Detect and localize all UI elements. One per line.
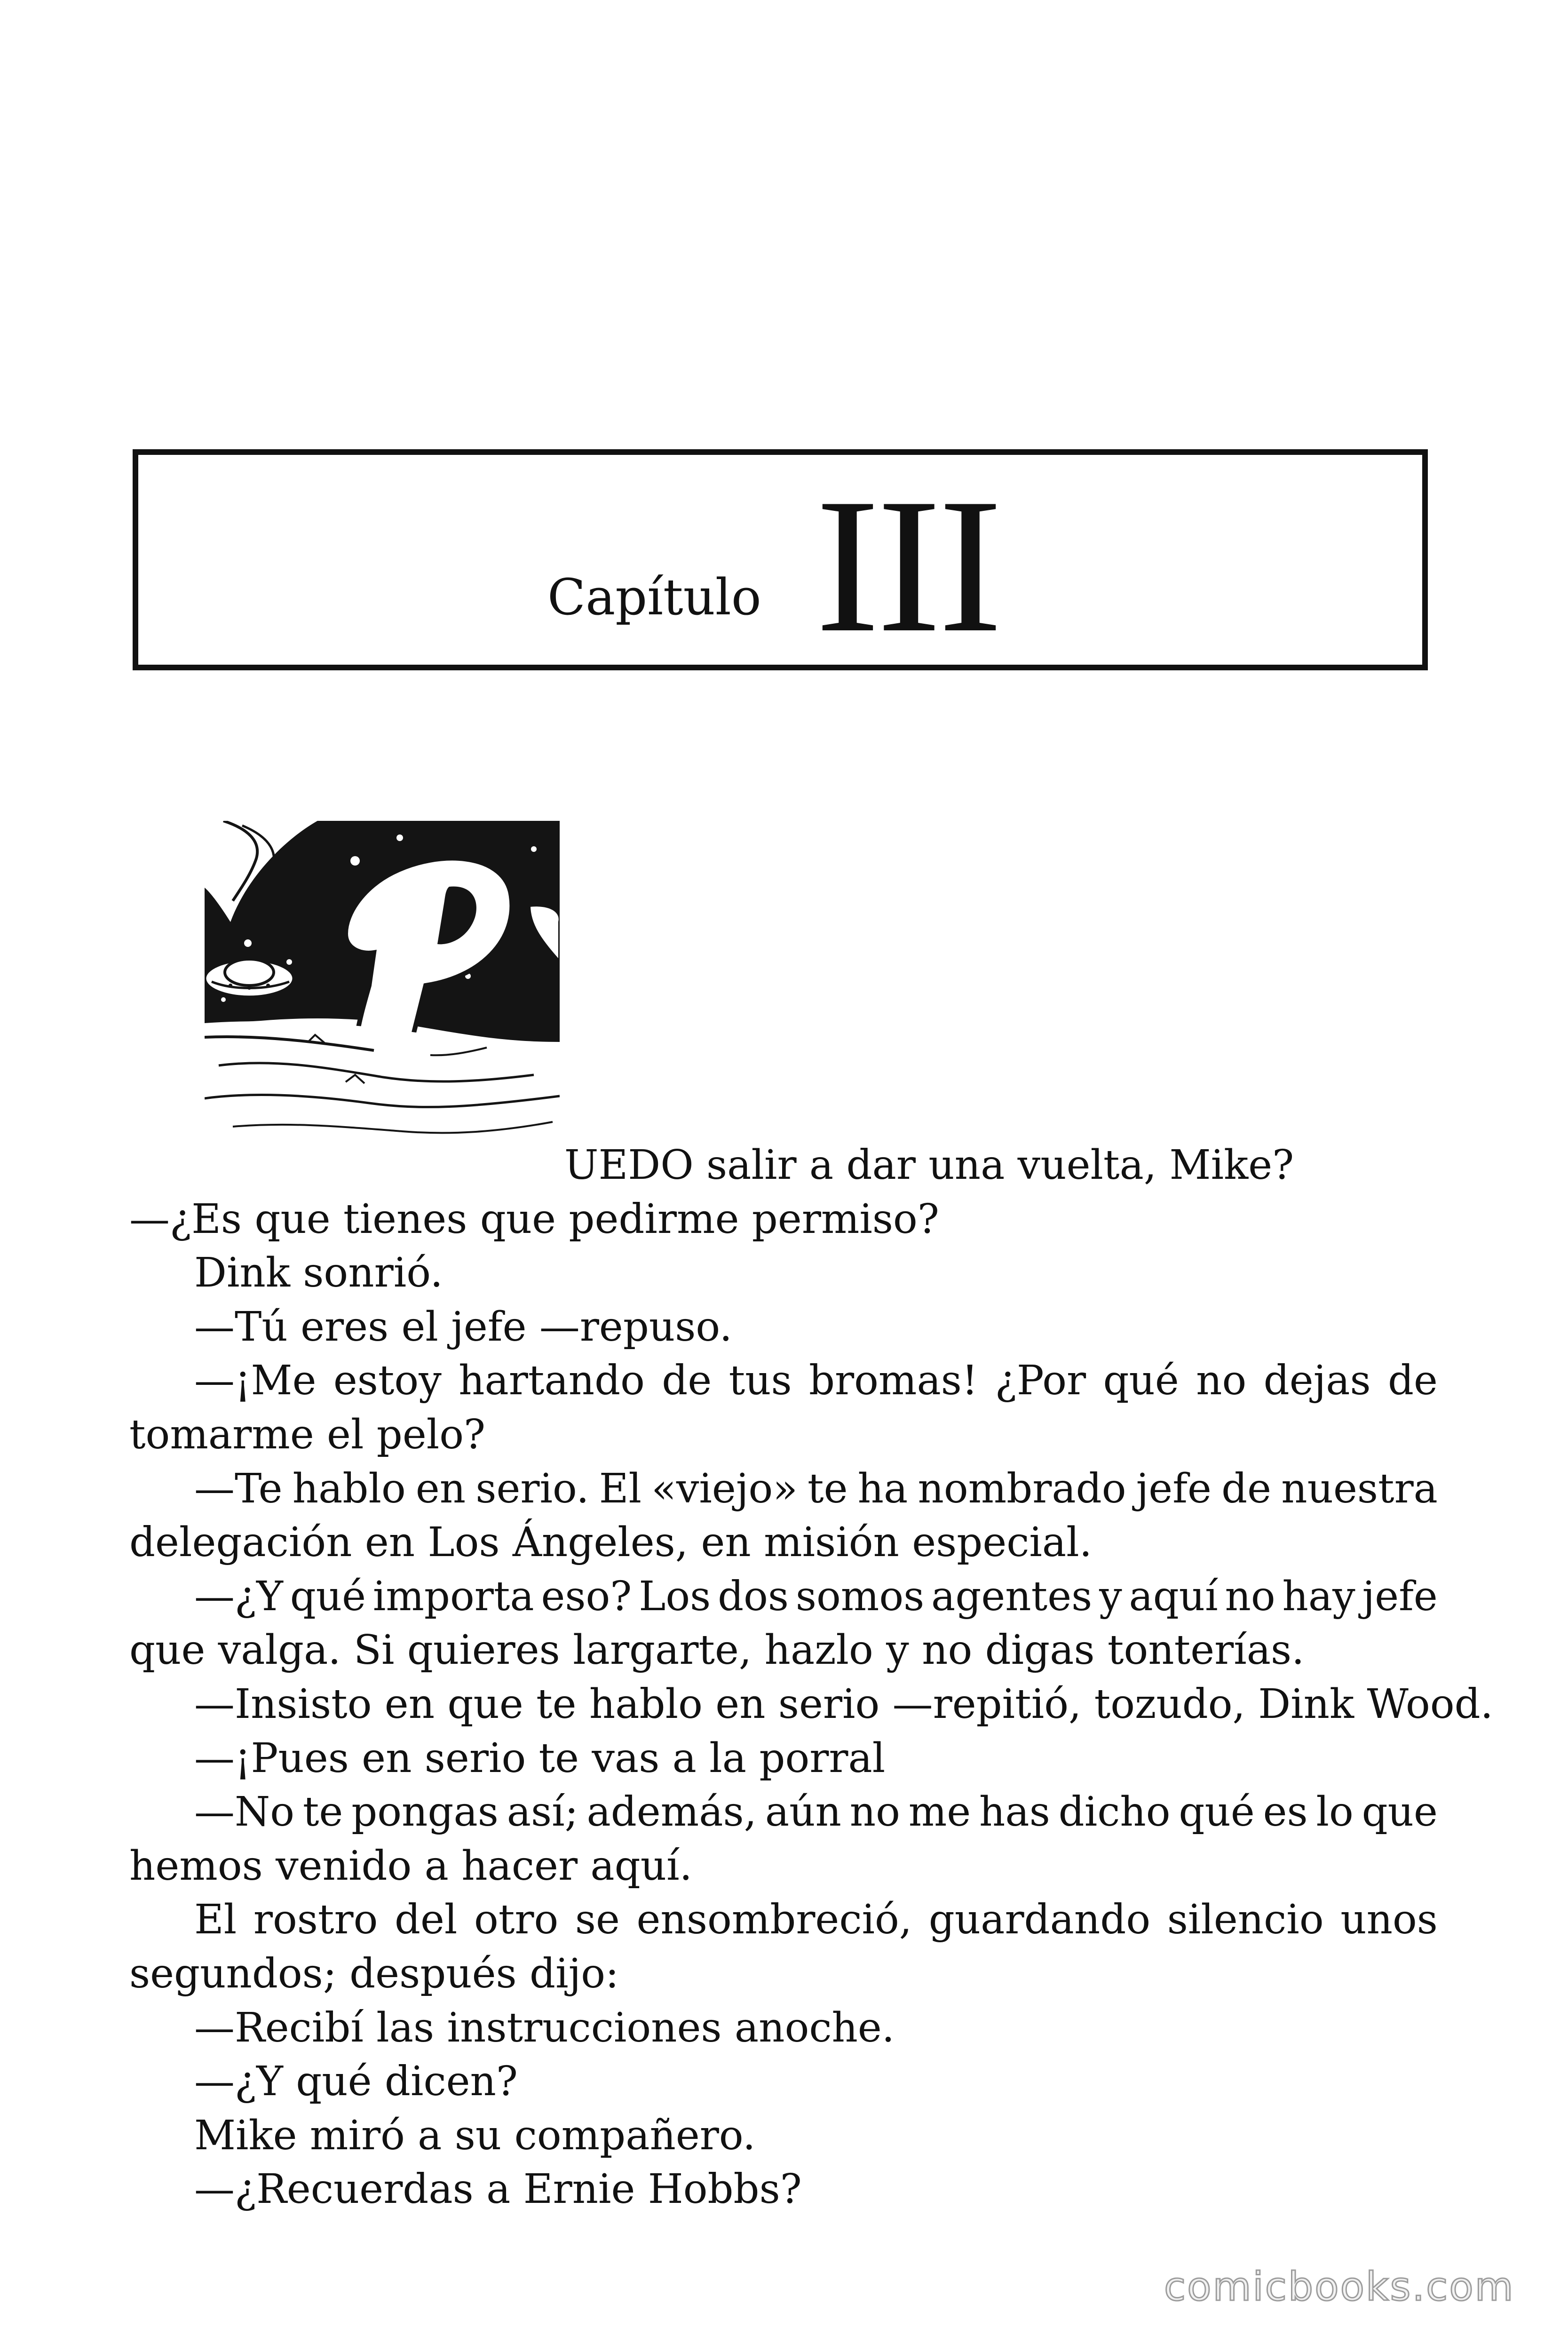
justified-line [129,1893,1438,1947]
word: en [415,1465,466,1512]
word: aquí [1129,1573,1218,1620]
text-line: —¿Recuerdas a Ernie Hobbs? [194,2166,802,2213]
chapter-heading-box [133,449,1428,670]
word: nombrado [918,1465,1126,1512]
text-line: hemos venido a hacer aquí. [129,1842,692,1890]
word: ensombreció, [636,1896,912,1944]
justified-line [129,1462,1438,1516]
word: otro [474,1896,559,1944]
word: así; [507,1788,578,1836]
word: de [1388,1357,1438,1405]
word: y [1099,1573,1122,1620]
chapter-label: Capítulo [547,568,761,626]
word: hablo [292,1465,406,1512]
word: Los [639,1573,711,1620]
word: no [1225,1573,1275,1620]
word: —¡Me [194,1357,317,1405]
word: dejas [1263,1357,1371,1405]
text-line: Mike miró a su compañero. [194,2112,756,2159]
word: qué [1103,1357,1179,1405]
word: jefe [1136,1465,1212,1512]
word: ha [857,1465,908,1512]
word: hartando [459,1357,645,1405]
word: —¿Y [194,1573,283,1620]
word: jefe [1362,1573,1438,1620]
word: —Te [194,1465,283,1512]
word: no [1196,1357,1247,1405]
watermark: comicbooks.com [1164,2264,1515,2310]
text-line: —Insisto en que te hablo en serio —repitió, tozudo, Dink Wood. [194,1680,1493,1728]
chapter-number: III [816,459,1000,672]
word: te [808,1465,848,1512]
word: somos [795,1573,925,1620]
word: serio. [475,1465,589,1512]
word: que [1362,1788,1438,1836]
word: estoy [333,1357,442,1405]
text-line: —Tú eres el jefe —repuso. [194,1303,732,1351]
text-line: que valga. Si quieres largarte, hazlo y no digas tonterías. [129,1627,1305,1674]
word: qué [1179,1788,1255,1836]
word: rostro [253,1896,378,1944]
word: nuestra [1281,1465,1438,1512]
text-line: Dink sonrió. [194,1249,443,1297]
justified-line [129,1570,1438,1624]
text-line: —¿Es que tienes que pedirme permiso? [129,1195,939,1243]
word: de [1221,1465,1272,1512]
word: dicho [1058,1788,1171,1836]
word: has [979,1788,1050,1836]
word: del [394,1896,458,1944]
word: pongas [351,1788,499,1836]
text-line: —¿Y qué dicen? [194,2058,518,2106]
word: El [599,1465,642,1512]
justified-line [129,1354,1438,1408]
word: es [1263,1788,1308,1836]
text-line: segundos; después dijo: [129,1950,619,1997]
word: importa [372,1573,534,1620]
word: unos [1340,1896,1438,1944]
text-line: tomarme el pelo? [129,1411,486,1458]
word: lo [1316,1788,1354,1836]
chapter-body-text [129,1138,1493,2217]
word: guardando [928,1896,1151,1944]
flying-saucer-dropcap-icon [205,821,560,1150]
word: dos [718,1573,789,1620]
word: además, [586,1788,757,1836]
word: —No [194,1788,295,1836]
word: aún [765,1788,841,1836]
word: qué [290,1573,366,1620]
word: eso? [541,1573,632,1620]
word: no [849,1788,900,1836]
text-line: —Recibí las instrucciones anoche. [194,2004,895,2051]
word: me [908,1788,971,1836]
word: ¿Por [995,1357,1086,1405]
word: silencio [1167,1896,1324,1944]
word: hay [1282,1573,1355,1620]
word: tus [729,1357,792,1405]
justified-line [129,1785,1438,1839]
word: El [194,1896,237,1944]
text-line: —¡Pues en serio te vas a la porral [194,1734,886,1782]
text-line: delegación en Los Ángeles, en misión especial. [129,1519,1093,1566]
word: bromas! [808,1357,978,1405]
word: te [302,1788,343,1836]
word: se [575,1896,620,1944]
word: agentes [931,1573,1093,1620]
word: de [662,1357,712,1405]
word: «viejo» [651,1465,798,1512]
text-line: UEDO salir a dar una vuelta, Mike? [564,1142,1294,1189]
